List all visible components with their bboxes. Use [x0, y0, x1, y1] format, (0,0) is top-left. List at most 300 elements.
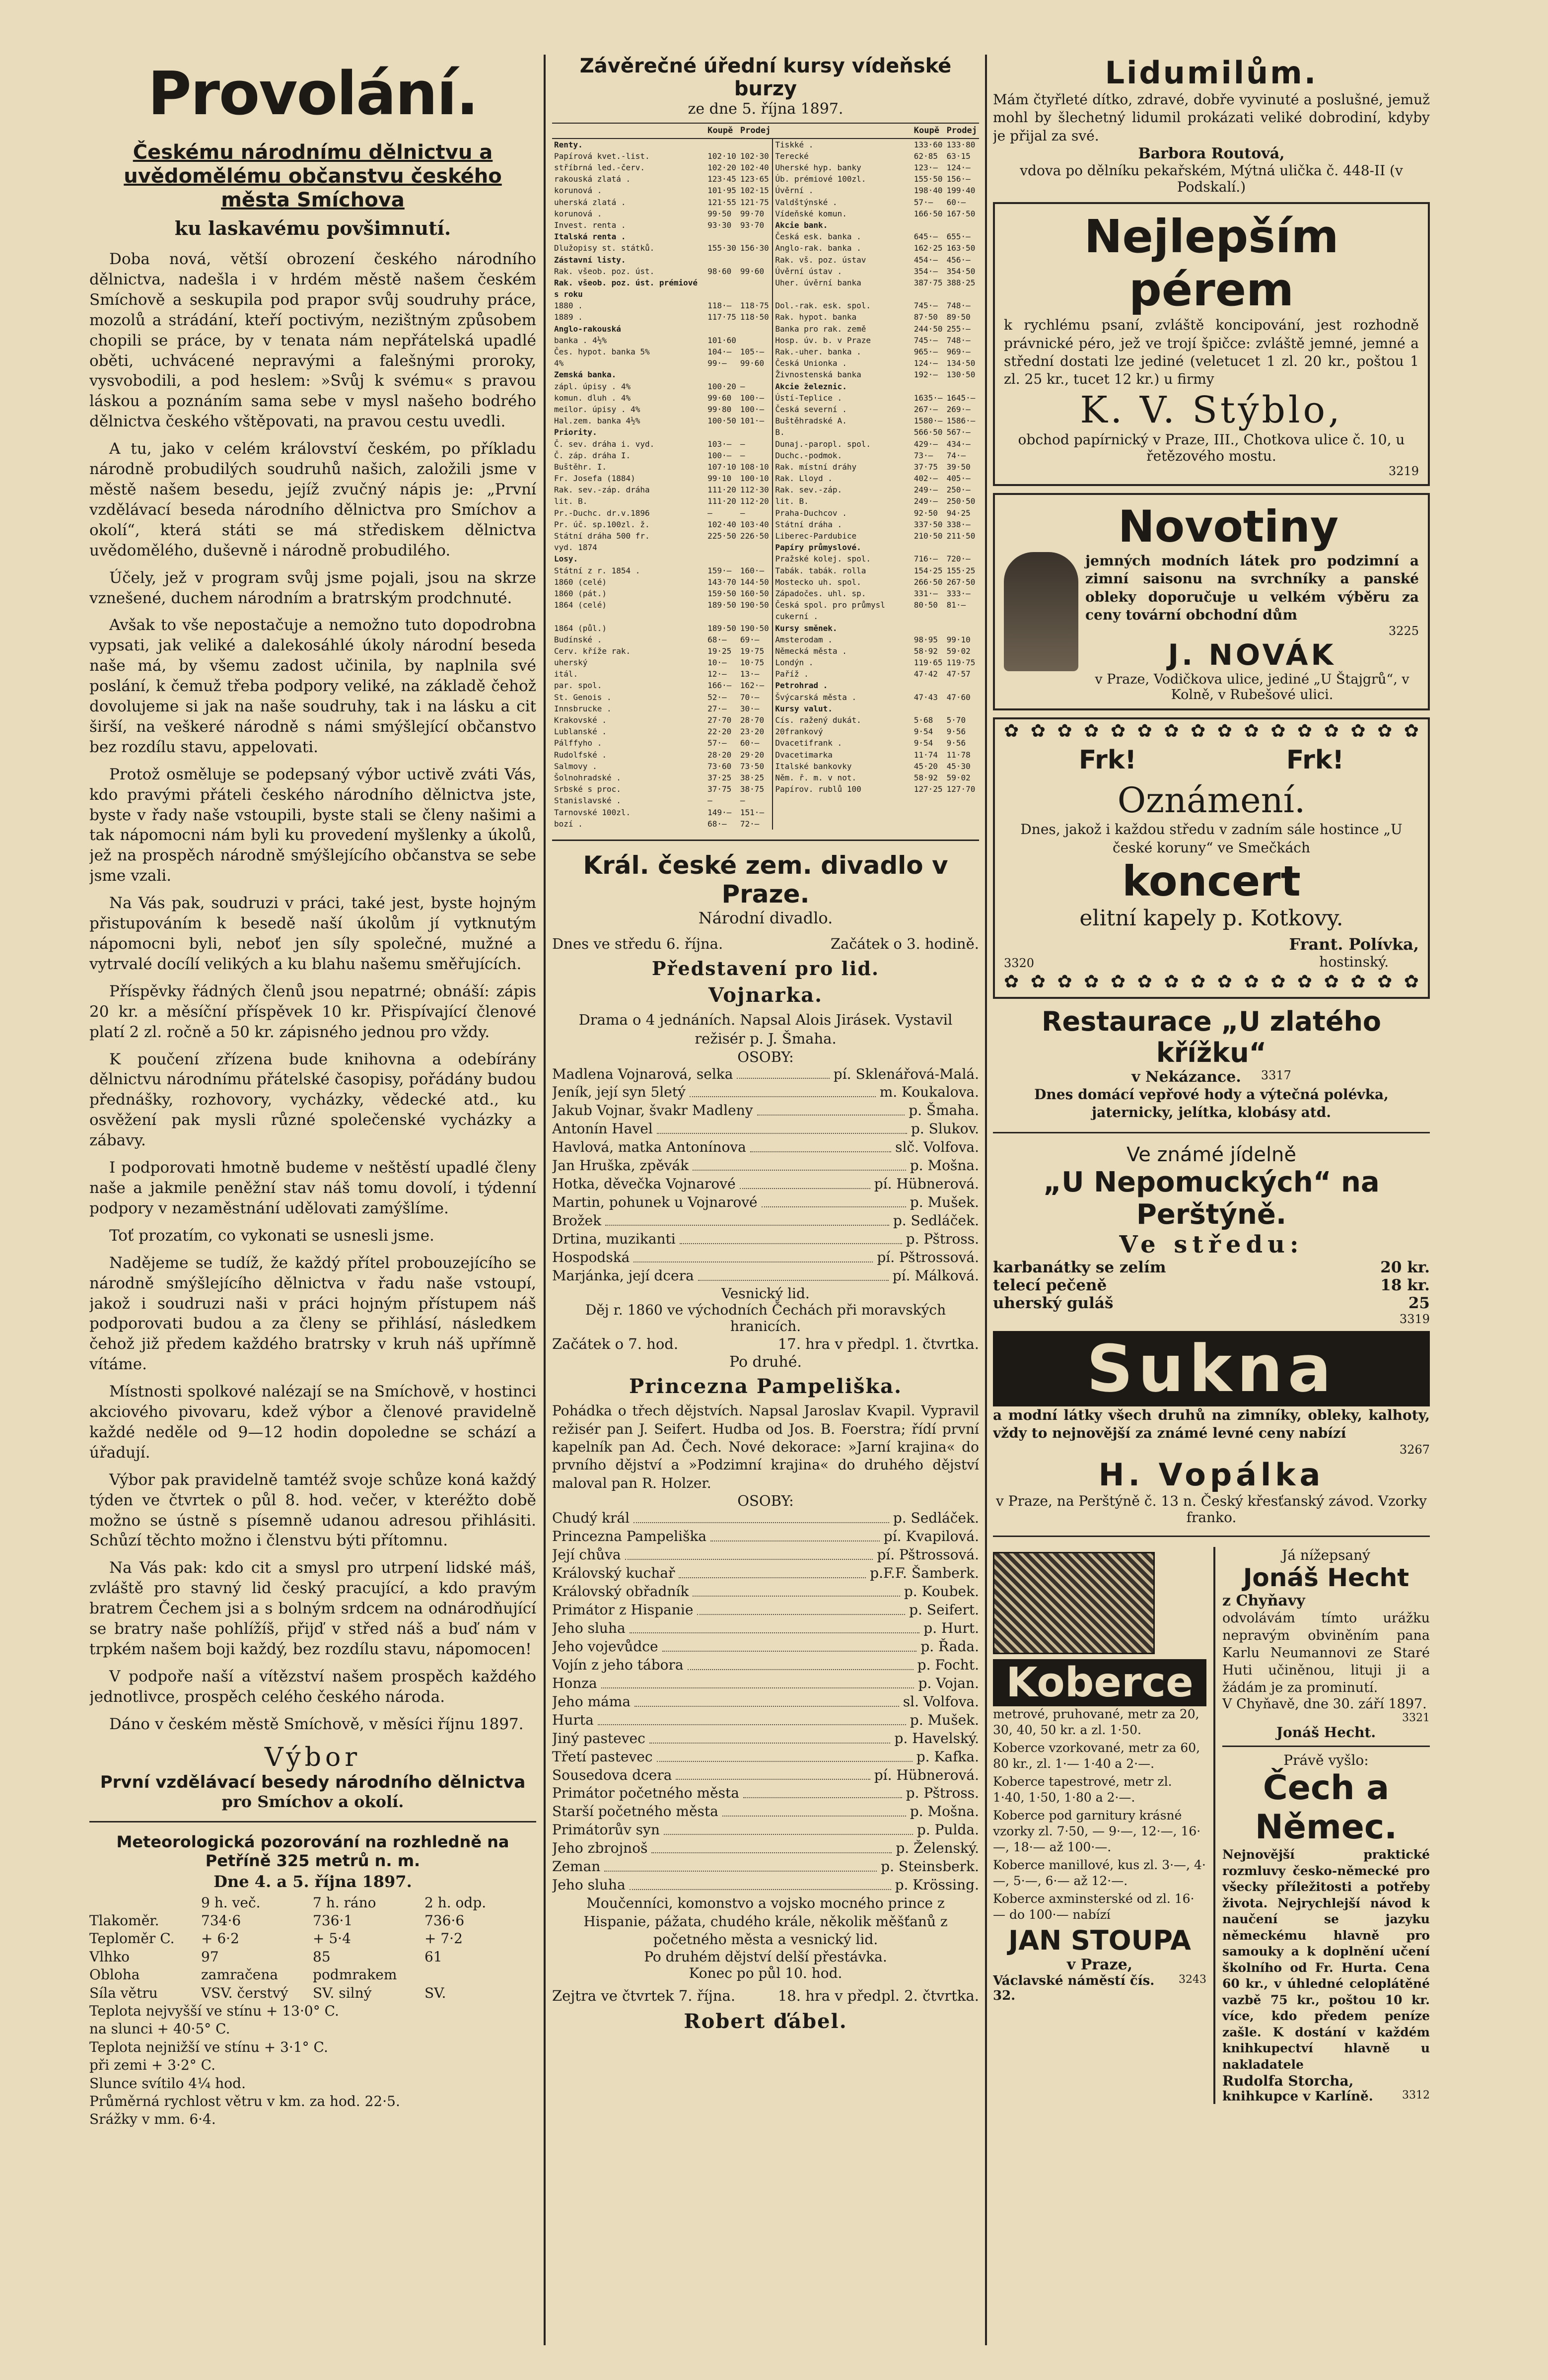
- cast-dots: [662, 1638, 917, 1652]
- market-cell: Buštěhradské A.: [773, 415, 912, 426]
- market-cell: 1635·—: [914, 393, 943, 403]
- market-cell: 123·65: [740, 174, 769, 184]
- cast-row: [552, 1839, 979, 1858]
- market-cell: Zemská banka.: [554, 370, 617, 380]
- market-row: [552, 450, 979, 461]
- market-cell: [705, 231, 738, 242]
- cast-role: Sousedova dcera: [552, 1766, 672, 1783]
- market-cell: Západočes. uhl. sp.: [773, 588, 912, 599]
- market-cell: Italská renta .: [554, 232, 626, 242]
- market-row: [552, 623, 979, 634]
- market-cell: 11·74: [914, 750, 938, 760]
- weather-value: + 5·4: [313, 1930, 351, 1947]
- market-cell: 59·02: [946, 772, 971, 782]
- weather-value: VSV. čerstvý: [201, 1984, 288, 2001]
- cast-actor: pí. Málková.: [892, 1267, 979, 1284]
- market-row: [552, 484, 979, 495]
- market-cell: 99·60: [740, 266, 765, 276]
- market-cell: 119·65: [914, 658, 943, 668]
- menu-item: [993, 1294, 1430, 1312]
- market-row: [552, 749, 979, 761]
- market-cell: [773, 807, 912, 818]
- market-cell: 388·25: [946, 278, 976, 287]
- weather-value: SV. silný: [313, 1984, 372, 2001]
- market-cell: 1860 (pát.): [554, 588, 607, 598]
- market-cell: Rak.-uher. banka .: [773, 346, 912, 357]
- market-cell: Anglo-rak. banka .: [773, 242, 912, 254]
- cast-actor: slč. Volfova.: [895, 1139, 979, 1156]
- market-cell: [705, 542, 738, 553]
- market-row: [552, 634, 979, 645]
- market-row: [552, 680, 979, 691]
- pero-num: 3219: [1388, 464, 1419, 478]
- cast-role: Martin, pohunek u Vojnarové: [552, 1194, 758, 1211]
- market-row: [552, 495, 979, 507]
- market-row: [552, 150, 979, 162]
- proclamation-paragraph: Výbor pak pravidelně tamtéž svoje schůze koná každý týden ve čtvrtek o půl 8. hod. večer, v kteréžto době možno se ústně s písemně udanou adresou přihlásiti. Schůzí těchto možno i členstvu býti přítomnu.: [89, 1470, 536, 1550]
- play2-note: Moučenníci, komonstvo a vojsko mocného prince z Hispanie, pážata, chudého krále, několik měšťanů z početného města a vesnický lid.: [583, 1895, 948, 1948]
- hecht-name: Jonáš Hecht: [1243, 1563, 1409, 1592]
- cast-row: [552, 1138, 979, 1157]
- market-cell: 63·15: [946, 151, 971, 161]
- cast-row: [552, 1858, 979, 1876]
- koncert-sign: Frant. Polívka,: [1289, 935, 1419, 954]
- novotiny-body: [1004, 552, 1419, 703]
- market-cell: 144·50: [740, 577, 769, 587]
- cast-role: Honza: [552, 1675, 597, 1691]
- market-cell: [773, 818, 912, 830]
- cast-row: [552, 1267, 979, 1285]
- cast-actor: pí. Kvapilová.: [883, 1528, 979, 1545]
- market-cell: 226·50: [740, 531, 769, 541]
- market-cell: 155·30: [707, 243, 736, 253]
- weather-label: Síla větru: [89, 1984, 158, 2001]
- cast-role: Vojín z jeho tábora: [552, 1656, 684, 1673]
- market-cell: 62·85: [914, 151, 938, 161]
- cast-row: [552, 1193, 979, 1212]
- market-header: [552, 123, 705, 139]
- market-cell: 89·50: [946, 312, 971, 322]
- divider: [1222, 1746, 1430, 1747]
- pero-firm: K. V. Stýblo,: [1080, 388, 1343, 431]
- market-cell: Innsbrucke .: [554, 703, 612, 713]
- market-cell: 112·30: [740, 485, 769, 495]
- cast-row: [552, 1083, 979, 1102]
- market-cell: 267·—: [914, 404, 938, 414]
- cast-role: Zeman: [552, 1858, 601, 1875]
- cast-role: Chudý král: [552, 1510, 630, 1527]
- market-cell: 566·50: [914, 427, 943, 437]
- market-cell: —: [740, 796, 745, 806]
- cast-row: [552, 1748, 979, 1766]
- cast-dots: [649, 1730, 891, 1744]
- restaurace-num: 3317: [1261, 1068, 1291, 1083]
- proclamation-paragraph: Dáno v českém městě Smíchově, v měsíci říjnu 1897.: [109, 1715, 524, 1733]
- cast-row: [552, 1175, 979, 1193]
- market-row: [552, 530, 979, 542]
- market-cell: Tabák. tabák. rolla: [773, 565, 912, 576]
- cast-actor: p. Mušek.: [910, 1711, 979, 1728]
- pravo-label: Právě vyšlo:: [1283, 1752, 1369, 1769]
- gentleman-figure: [1004, 552, 1078, 671]
- market-cell: 1586·—: [946, 416, 976, 426]
- market-row: [552, 254, 979, 266]
- signature-org: První vzdělávací besedy národního dělnictva: [100, 1772, 526, 1792]
- market-cell: 123·—: [914, 163, 938, 173]
- market-cell: par. spol.: [554, 681, 602, 691]
- proclamation-paragraph: Avšak to vše nepostačuje a nemožno tuto dopodrobna vypsati, jak veliké a dalekosáhlé úkoly národní beseda naše má, by všemu zadost učinila, by naplnila své poslání, k čemuž třeba podpory veliké, na základě čehož dovolujeme si jak na naše soudruhy, tak i na lásku a cit širší, na veškeré národně s námi smýšlející občanstvo bez rozdílu stavu, appelovati.: [89, 616, 536, 756]
- market-cell: 143·70: [707, 577, 736, 587]
- market-cell: 47·57: [946, 669, 971, 679]
- cast-row: [552, 1230, 979, 1249]
- market-cell: Švýcarská města .: [773, 692, 912, 703]
- weather-extra-line: na slunci + 40·5° C.: [89, 2021, 230, 2037]
- market-cell: 121·55: [707, 197, 736, 207]
- market-cell: 151·—: [740, 807, 765, 817]
- market-row: [552, 772, 979, 783]
- novotiny-num: 3225: [1388, 624, 1419, 638]
- cast-dots: [630, 1876, 891, 1890]
- market-cell: 249·—: [914, 496, 938, 506]
- market-cell: 1889 .: [554, 312, 583, 322]
- cast-role: Královský kuchař: [552, 1565, 675, 1582]
- market-cell: 60·—: [946, 197, 966, 207]
- market-cell: Italské bankovky: [773, 761, 912, 772]
- market-cell: 72·—: [740, 819, 760, 829]
- market-cell: [738, 542, 773, 553]
- market-cell: 99·—: [707, 358, 727, 368]
- cast-role: Jakub Vojnar, švakr Madleny: [552, 1102, 753, 1119]
- cast-role: Třetí pastevec: [552, 1748, 653, 1765]
- column-ads: [993, 55, 1430, 2345]
- market-row: [552, 668, 979, 680]
- market-cell: 156·—: [946, 174, 971, 184]
- market-cell: 99·10: [707, 474, 732, 484]
- market-cell: 337·50: [914, 519, 943, 529]
- cast-dots: [693, 1583, 900, 1597]
- market-cell: Č. sev. dráha i. vyd.: [554, 439, 655, 449]
- market-cell: 249·—: [914, 485, 938, 495]
- market-cell: 100·20: [707, 381, 736, 391]
- market-cell: lit. B.: [554, 496, 588, 506]
- market-cell: 30·—: [740, 703, 760, 713]
- market-cell: korunová .: [554, 186, 602, 196]
- market-cell: 250·—: [946, 485, 971, 495]
- theatre-title: Král. české zem. divadlo v Praze.: [583, 850, 948, 909]
- market-cell: 267·50: [946, 577, 976, 587]
- jidelna-head: Ve známé jídelně: [1126, 1143, 1297, 1166]
- market-table: [552, 123, 979, 830]
- market-row: [552, 266, 979, 277]
- market-cell: Valdštýnské .: [773, 197, 912, 208]
- market-cell: 73·50: [740, 761, 765, 771]
- weather-value: + 7·2: [424, 1930, 463, 1947]
- market-cell: 155·50: [914, 174, 943, 184]
- market-cell: —: [740, 450, 745, 460]
- market-cell: 38·75: [740, 784, 765, 794]
- proclamation-paragraph: Na Vás pak, soudruzi v práci, také jest, byste hojným přistupováním k besedě naší úkolům jí vytknutým nápomocni byli, neboť jen síly společné, mužné a vytrvalé docílí velikých a ku blahu našemu směřujících.: [89, 894, 536, 973]
- market-cell: 402·—: [914, 474, 938, 484]
- market-cell: 266·50: [914, 577, 943, 587]
- market-cell: 124·—: [914, 358, 938, 368]
- cast-row: [552, 1876, 979, 1894]
- proclamation-paragraph: Účely, jež v program svůj jsme pojali, jsou na skrze vznešené, duchem národním a bratrským prodchnuté.: [89, 568, 536, 607]
- market-cell: 160·50: [740, 588, 769, 598]
- cast-row: [552, 1102, 979, 1120]
- market-cell: 645·—: [914, 232, 938, 242]
- market-cell: 130·50: [946, 370, 976, 380]
- play1-perf: 17. hra v předpl. 1. čtvrtka.: [777, 1335, 979, 1352]
- restaurace-place: v Nekázance.: [1131, 1068, 1241, 1086]
- market-header: Prodej: [945, 123, 979, 139]
- market-cell: 45·20: [914, 761, 938, 771]
- market-cell: Buštěhr. I.: [554, 462, 607, 472]
- market-cell: 99·60: [740, 358, 765, 368]
- weather-row: [89, 1912, 536, 1930]
- market-cell: Státní z r. 1854 .: [554, 565, 640, 575]
- cast-row: [552, 1601, 979, 1619]
- market-cell: Kursy valut.: [773, 703, 912, 714]
- market-cell: 93·30: [707, 220, 732, 230]
- market-cell: 10·75: [740, 658, 765, 668]
- stoupa-city: v Praze,: [1066, 1956, 1133, 1973]
- vopalka-addr: v Praze, na Perštýně č. 13 n. Český křesťanský závod. Vzorky franko.: [996, 1492, 1427, 1526]
- weather-value: 61: [424, 1948, 442, 1965]
- market-row: [552, 703, 979, 714]
- market-cell: 1864 (celé): [554, 600, 607, 610]
- market-cell: Zástavní listy.: [554, 255, 626, 265]
- market-cell: Akcie bank.: [773, 219, 912, 231]
- proclamation-body: [89, 249, 536, 1735]
- cast-dots: [634, 1693, 899, 1707]
- proclamation-greeting: ku laskavému povšimnutí.: [174, 217, 451, 239]
- show3-date: Zejtra ve čtvrtek 7. října.: [552, 1987, 736, 2005]
- cast-role: Marjánka, její dcera: [552, 1267, 694, 1284]
- cast-actor: pí. Pštrossová.: [877, 1546, 979, 1563]
- market-cell: Losy.: [554, 554, 578, 564]
- market-cell: Terecké: [773, 150, 912, 162]
- cast-actor: p. Slukov.: [911, 1120, 979, 1137]
- restaurace-place-row: [993, 1068, 1430, 1086]
- play1-note: Vesnický lid.: [721, 1285, 810, 1302]
- play1-cast: [552, 1065, 979, 1285]
- market-cell: uherský: [554, 658, 588, 668]
- cast-actor: pí. Pštrossová.: [877, 1249, 979, 1266]
- market-cell: vyd. 1874: [554, 543, 597, 553]
- cast-dots: [757, 1102, 905, 1116]
- frk-row: [1004, 745, 1419, 775]
- cast-role: Jeho vojevůdce: [552, 1638, 658, 1655]
- cech-publisher: Rudolfa Storcha,: [1222, 2073, 1354, 2090]
- novak-name: J. NOVÁK: [1168, 638, 1337, 672]
- market-cell: 160·—: [740, 565, 765, 575]
- weather-time: 7 h. ráno: [313, 1894, 376, 1911]
- market-cell: Česká esk. banka .: [773, 231, 912, 242]
- weather-dates: Dne 4. a 5. října 1897.: [213, 1872, 412, 1891]
- cast-row: [552, 1564, 979, 1583]
- cast-dots: [657, 1120, 907, 1134]
- cast-actor: p. Koubek.: [904, 1583, 979, 1600]
- market-cell: [912, 795, 945, 806]
- koberce-item: metrové, pruhované, metr za 20, 30, 40, 50 kr. a zl. 1·50.: [993, 1706, 1199, 1737]
- proclamation-paragraph: Protož osměluje se podepsaný výbor uctivě zváti Vás, kdo pravými přáteli českého národního dělnictva jste, byste v řady naše vstoupili, byste stali se členy našimi a tak nápomocni nám byli ku provedení myšlenky a úkolů, jež na prospěch národně smýšlejícího občanstva se sebe jsme vzali.: [89, 765, 536, 885]
- market-row: [552, 795, 979, 806]
- market-cell: 159·50: [707, 588, 736, 598]
- menu-item: [993, 1259, 1430, 1276]
- cech-num: 3312: [1402, 2089, 1430, 2102]
- cast-dots: [633, 1249, 873, 1262]
- market-cell: [912, 680, 945, 691]
- market-cell: 255·—: [946, 324, 971, 334]
- market-cell: 354·50: [946, 266, 976, 276]
- market-cell: [912, 542, 945, 553]
- cast-actor: pí. Hübnerová.: [874, 1766, 979, 1783]
- market-cell: Londýn .: [773, 657, 912, 668]
- market-row: [552, 565, 979, 576]
- market-cell: 166·50: [914, 209, 943, 218]
- market-cell: 162·25: [914, 243, 943, 253]
- market-cell: Tiskké .: [773, 139, 912, 150]
- market-cell: Hosp. úv. b. v Praze: [773, 335, 912, 346]
- cast-actor: p. Mošna.: [910, 1803, 979, 1820]
- market-cell: Rudolfské .: [554, 750, 607, 760]
- market-cell: 190·50: [740, 600, 769, 610]
- frk-left: Frk!: [1078, 745, 1137, 775]
- market-cell: Rak. vš. poz. ústav: [773, 254, 912, 266]
- market-cell: [945, 542, 979, 553]
- column-proclamation: [89, 55, 536, 2345]
- market-row: [552, 162, 979, 173]
- market-row: [552, 357, 979, 369]
- cech-addr-row: [1222, 2089, 1430, 2104]
- market-cell: [738, 231, 773, 242]
- stoupa-num: 3243: [1179, 1973, 1206, 1986]
- menu-item-name: telecí pečeně: [993, 1276, 1107, 1294]
- play2-end: Konec po půl 10. hod.: [689, 1965, 843, 1982]
- oznameni-title: Oznámení.: [1117, 780, 1306, 821]
- market-cell: Dlužopisy st. státků.: [554, 243, 655, 253]
- market-cell: 9·54: [914, 727, 933, 737]
- market-cell: [912, 807, 945, 818]
- theatre-subtitle: Národní divadlo.: [698, 908, 833, 927]
- cast-actor: p. Hurt.: [923, 1619, 979, 1636]
- cast-actor: p. Mušek.: [910, 1194, 979, 1211]
- market-cell: Pr.-Duchc. dr.v.1896: [554, 508, 650, 518]
- proclamation-paragraph: A tu, jako v celém království českém, po příkladu národně probudilých soudruhů našich, založili jsme v městě našem besedu, jejíž zvučný nápis je: „První vzdělávací beseda národního dělnictva pro Smíchov a okolí“, která státi se má střediskem dělnictva uvědomělého, duševně i národně probudilého.: [89, 440, 536, 560]
- market-cell: Ústí-Teplice .: [773, 392, 912, 404]
- hecht-sign: Jonáš Hecht.: [1276, 1724, 1376, 1741]
- play1-title: Vojnarka.: [708, 983, 823, 1007]
- market-cell: [738, 369, 773, 380]
- market-cell: 99·50: [707, 209, 732, 218]
- proclamation-paragraph: Toť prozatím, co vykonati se usnesli jsme.: [109, 1226, 434, 1245]
- market-cell: 124·—: [946, 163, 971, 173]
- market-cell: 244·50: [914, 324, 943, 334]
- weather-value: podmrakem: [313, 1966, 397, 1983]
- market-cell: [945, 818, 979, 830]
- market-cell: Hal.zem. banka 4½%: [554, 416, 640, 426]
- market-cell: zápl. úpisy . 4%: [554, 381, 631, 391]
- weather-extra-line: Průměrná rychlost větru v km. za hod. 22·5.: [89, 2093, 400, 2109]
- market-header: Koupě: [912, 123, 945, 139]
- koberce-item: Koberce axminsterské od zl. 16·— do 100·— nabízí: [993, 1891, 1195, 1922]
- market-cell: 47·42: [914, 669, 938, 679]
- cast-row: [552, 1528, 979, 1546]
- frk-right: Frk!: [1286, 745, 1344, 775]
- market-cell: Cerv. kříže rak.: [554, 646, 631, 656]
- market-cell: 47·60: [946, 692, 971, 702]
- cast-actor: p. Pulda.: [916, 1821, 979, 1838]
- column-rule: [985, 55, 987, 2345]
- pero-ad: [993, 202, 1430, 486]
- koncert-text1: Dnes, jakož i každou středu v zadním sále hostince „U české koruny“ ve Smečkách: [1020, 821, 1403, 856]
- market-cell: Živnostenská banka: [773, 369, 912, 380]
- proclamation-title: Provolání.: [147, 60, 478, 129]
- market-cell: —: [707, 508, 712, 518]
- market-cell: 103·—: [707, 439, 732, 449]
- market-cell: korunová .: [554, 209, 602, 218]
- cast-role: Jiný pastevec: [552, 1730, 645, 1747]
- market-row: [552, 807, 979, 818]
- proclamation-paragraph: Na Vás pak: kdo cit a smysl pro utrpení lidské máš, zvláště pro stavný lid český pracující, a kdo pravým bratrem Čechem jsi a s bolným srdcem na odnárodňující se bratry naše pohlížíš, přijď v střed náš a buď nám v trpkém našem boji každý, bez rozdílu stavu, nápomocen!: [89, 1559, 536, 1658]
- koberce-item: Koberce vzorkované, metr za 60, 80 kr., zl. 1·— 1·40 a 2·—.: [993, 1740, 1200, 1771]
- market-cell: St. Genois .: [554, 692, 612, 702]
- koberce-title: Koberce: [993, 1659, 1206, 1706]
- market-cell: 123·45: [707, 174, 736, 184]
- play2-after: Po druhém dějství delší přestávka.: [644, 1949, 887, 1965]
- cast-row: [552, 1120, 979, 1138]
- market-cell: 59·02: [946, 646, 971, 656]
- cast-role: Královský obřadník: [552, 1583, 689, 1600]
- proclamation-paragraph: Nadějeme se tudíž, že každý přítel probouzejícího se národně smýšlejícího dělnictva v řadu naše vstoupí, jakož i soudruzi naši v práci hojným přístupem náš podporovati budou a za členy se přihlásí, následkem čehož již předem každého bratrsky v kruh náš upřímně vítáme.: [89, 1254, 536, 1374]
- column-rule: [1213, 1547, 1215, 2104]
- cast-row: [552, 1711, 979, 1730]
- hecht-text: odvolávám tímto urážku nepravým obviněním pana Karlu Neumannovi ze Staré Huti učiněnou, lituji ji a žádám je za prominutí.: [1222, 1610, 1430, 1696]
- market-cell: 192·—: [914, 370, 938, 380]
- cast-dots: [598, 1711, 906, 1725]
- stoupa-addr-row: [993, 1973, 1206, 2003]
- cast-role: Starší početného města: [552, 1803, 718, 1820]
- market-cell: 9·54: [914, 738, 933, 748]
- market-cell: uherská zlatá .: [554, 197, 626, 207]
- market-cell: 112·20: [740, 496, 769, 506]
- market-row: [552, 473, 979, 484]
- market-cell: 22·20: [707, 727, 732, 737]
- weather-extra-line: Teplota nejnižší ve stínu + 3·1° C.: [89, 2038, 328, 2055]
- jidelna-day: Ve středu:: [1119, 1230, 1304, 1259]
- cast-actor: p. Pštross.: [906, 1231, 979, 1248]
- weather-label: Tlakoměr.: [89, 1912, 159, 1929]
- market-cell: Rak. sev.-záp.: [773, 484, 912, 495]
- play1-desc: Drama o 4 jednáních. Napsal Alois Jirásek. Vystavil režisér p. J. Šmaha.: [578, 1011, 953, 1047]
- market-cell: 159·—: [707, 565, 732, 575]
- hecht-intro: Já nížepsaný: [1282, 1546, 1370, 1563]
- market-cell: 103·40: [740, 519, 769, 529]
- show1-type: Představení pro lid.: [651, 957, 880, 980]
- market-cell: 155·25: [946, 565, 976, 575]
- menu-item-name: karbanátky se zelím: [993, 1258, 1166, 1276]
- market-cell: 100·—: [707, 450, 732, 460]
- cast-dots: [762, 1193, 906, 1207]
- cast-actor: p. Mošna.: [910, 1157, 979, 1174]
- cast-role: Její chůva: [552, 1546, 621, 1563]
- market-row: [552, 197, 979, 208]
- market-cell: Banka pro rak. země: [773, 323, 912, 335]
- novotiny-title: Novotiny: [1118, 500, 1339, 552]
- market-cell: [945, 219, 979, 231]
- market-cell: Kursy směnek.: [773, 623, 912, 634]
- market-cell: 81·—: [946, 600, 966, 610]
